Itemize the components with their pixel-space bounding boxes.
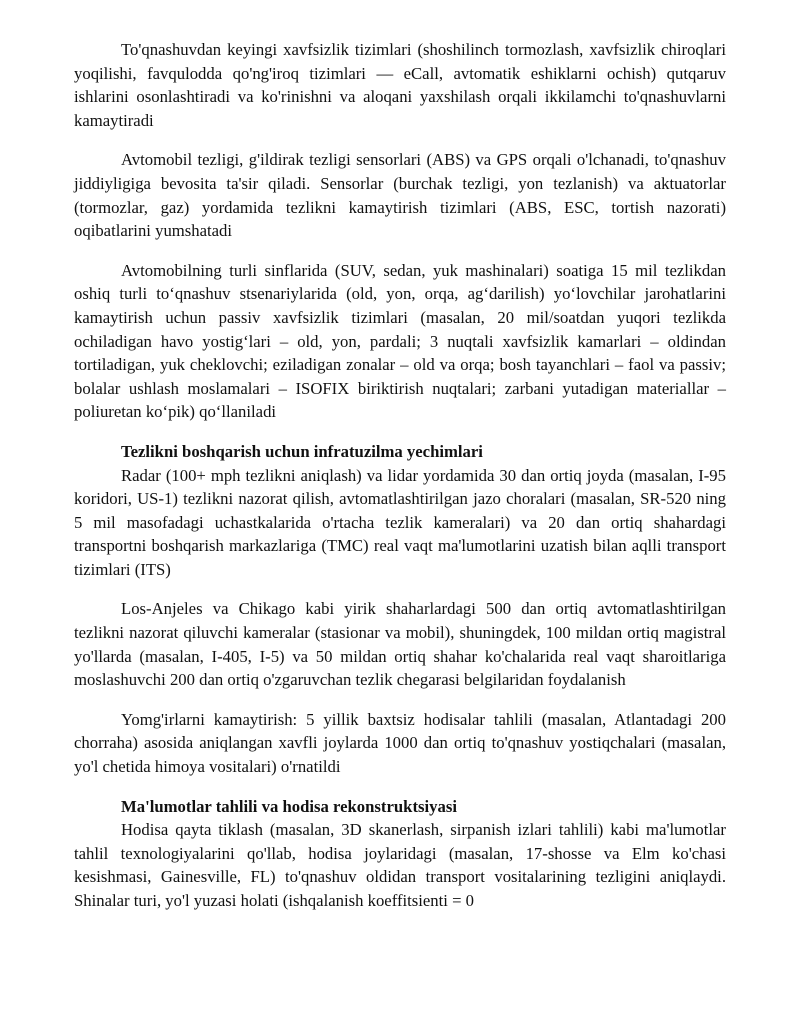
paragraph-crash-cushions: Yomg'irlarni kamaytirish: 5 yillik baxtsiz hodisalar tahlili (masalan, Atlantadagi 200 chorraha) asosida aniqlangan xavfli joylarda 1000 dan ortiq to'qnashuv yostiqchalari (masalan, yo'l chetida himoya vositalari) o'rnatildi [74,709,726,777]
paragraph-speed-cameras: Los-Anjeles va Chikago kabi yirik shaharlardagi 500 dan ortiq avtomatlashtirilgan tezlikni nazorat qiluvchi kameralar (stasionar va mobil), shuningdek, 100 mildan ortiq magistral yo'llarda (masalan, I-405, I-5) va 50 mildan ortiq shahar ko'chalarida real vaqt sharoitlariga moslashuvchi 200 dan ortiq o'zgaruvchan tezlik chegarasi belgilaridan foydalanish [74,599,726,690]
paragraph-passive-safety: Avtomobilning turli sinflarida (SUV, sedan, yuk mashinalari) soatiga 15 mil tezlikdan oshiq turli to‘qnashuv stsenariylarida (old, yon, orqa, ag‘darilish) yo‘lovchilar jarohatlarini kamaytirish uchun passiv xavfsizlik tizimlari (masalan, 20 mil/soatdan yuqori tezlikda ochiladigan havo yostig‘lari – old, yon, pardali; 3 nuqtali xavfsizlik kamarlari – oldindan tortiladigan, yuk cheklovchi; eziladigan zonalar – old va orqa; bosh tayanchlari – faol va passiv; bolalar ushlash moslamalari – ISOFIX biriktirish nuqtalari; zarbani yutadigan materiallar – poliuretan ko‘pik) qo‘llaniladi [74,260,726,422]
paragraph-post-crash-systems: To'qnashuvdan keyingi xavfsizlik tizimlari (shoshilinch tormozlash, xavfsizlik chiroqlari yoqilishi, favqulodda qo'ng'iroq tizimlari — eCall, avtomatik eshiklarni ochish) qutqaruv ishlarini osonlashtiradi va ko'rinishni va aloqani yaxshilash orqali ikkilamchi to'qnashuvlarni kamaytiradi [74,40,726,130]
section-heading-infrastructure: Tezlikni boshqarish uchun infratuzilma yechimlari [121,441,483,461]
section-heading-data-analysis: Ma'lumotlar tahlili va hodisa rekonstruktsiyasi [121,796,457,816]
paragraph-speed-measurement: Avtomobil tezligi, g'ildirak tezligi sensorlari (ABS) va GPS orqali o'lchanadi, to'qnashuv jiddiyligiga bevosita ta'sir qiladi. Sensorlar (burchak tezligi, yon tezlanish) va aktuatorlar (tormozlar, gaz) yordamida tezlikni kamaytirish tizimlari (ABS, ESC, tortish nazorati) oqibatlarini yumshatadi [74,150,726,241]
paragraph-its-radar: Radar (100+ mph tezlikni aniqlash) va lidar yordamida 30 dan ortiq joyda (masalan, I-95 koridori, US-1) tezlikni nazorat qilish, avtomatlashtirilgan jazo choralari (masalan, SR-520 ning 5 mil masofadagi uchastkalarida o'rtacha tezlik kameralari) va 20 dan ortiq shahardagi transportni boshqarish markazlariga (TMC) real vaqt ma'lumotlarini uzatish bilan aqlli transport tizimlari (ITS) [74,465,726,579]
paragraph-reconstruction: Hodisa qayta tiklash (masalan, 3D skanerlash, sirpanish izlari tahlili) kabi ma'lumotlar tahlil texnologiyalarini qo'llab, hodisa joylaridagi (masalan, 17-shosse va Elm ko'chasi kesishmasi, Gainesville, FL) to'qnashuv oldidan transport vositalarining tezligini aniqlaydi. Shinalar turi, yo'l yuzasi holati (ishqalanish koeffitsienti = 0 [74,820,726,910]
document-page [74,38,726,913]
